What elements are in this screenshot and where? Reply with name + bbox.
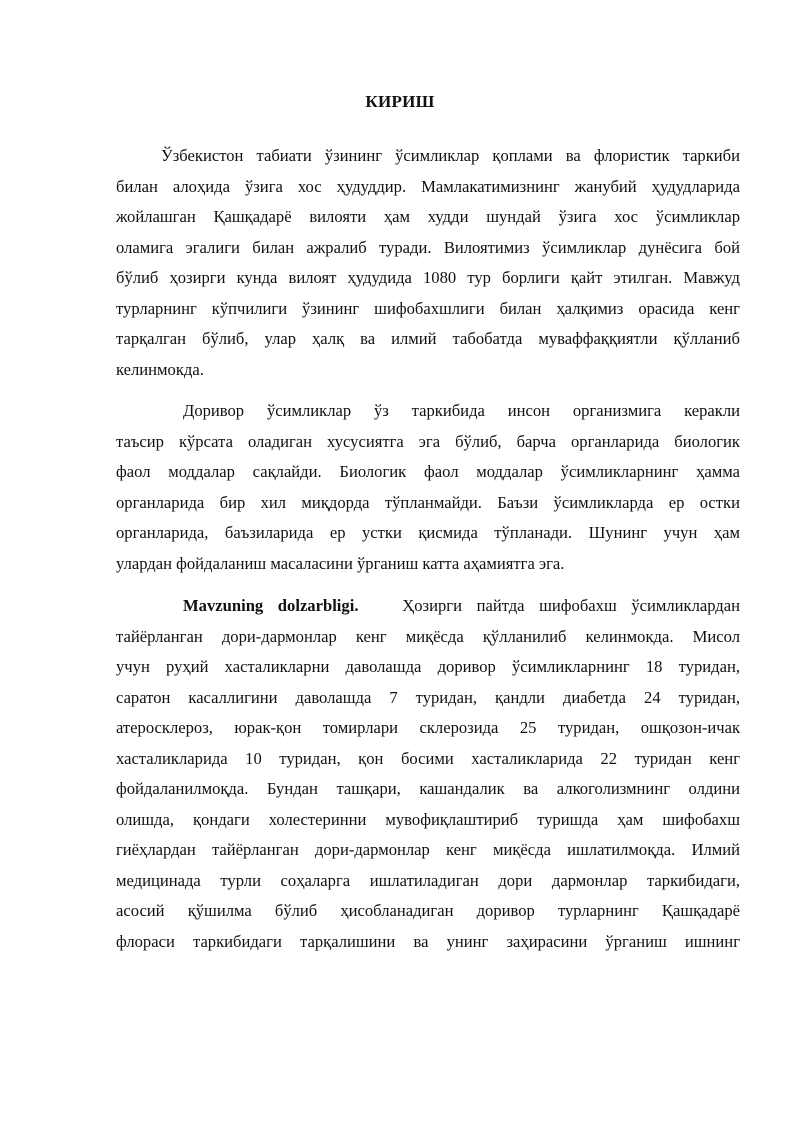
relevance-heading: Mavzuning dolzarbligi. (183, 596, 359, 615)
text-line: фаол моддалар сақлайди. Биологик фаол моддалар ўсимликларнинг ҳамма (116, 462, 740, 481)
text-line (116, 591, 740, 622)
paragraph-relevance (116, 591, 740, 957)
paragraph-intro (116, 141, 740, 385)
text-line: органларида бир хил миқдорда тўпланмайди. Баъзи ўсимликларда ер остки (116, 492, 740, 512)
text-line: гиёҳлардан тайёрланган дори-дармонлар кенг миқёсда ишлатилмоқда. Илмий (116, 840, 740, 859)
text-line: учун руҳий хасталикларни даволашда доривор ўсимликларнинг 18 туридан, (116, 657, 740, 676)
text-line: флораси таркибидаги тарқалишини ва унинг заҳирасини ўрганиш ишнинг (116, 931, 740, 951)
text-line: фойдаланилмоқда. Бундан ташқари, кашандалик ва алкоголизмнинг олдини (116, 779, 740, 798)
paragraph-medicinal-plants (116, 396, 740, 579)
text-line: медицинада турли соҳаларга ишлатиладиган дори дармонлар таркибидаги, (116, 870, 740, 890)
text-line: атеросклероз, юрак-қон томирлари склерозида 25 туридан, ошқозон-ичак (116, 718, 740, 737)
text-line: Ўзбекистон табиати ўзининг ўсимликлар қоплами ва флористик таркиби (161, 146, 740, 165)
text-line: органларида, баъзиларида ер устки қисмида тўпланади. Шунинг учун ҳам (116, 523, 740, 542)
text-line: улардан фойдаланиш масаласини ўрганиш катта аҳамиятга эга. (116, 553, 565, 573)
text-line: олишда, қондаги холестеринни мувофиқлаштириб туришда ҳам шифобахш (116, 809, 740, 829)
text-line: хасталикларида 10 туридан, қон босими хасталикларида 22 туридан кенг (116, 748, 740, 768)
text-line: тайёрланган дори-дармонлар кенг миқёсда қўлланилиб келинмокда. Мисол (116, 626, 740, 646)
text-line: келинмокда. (116, 359, 204, 379)
text-line: жойлашган Қашқадарё вилояти ҳам худди шундай ўзига хос ўсимликлар (116, 207, 740, 226)
relevance-lead-text: Ҳозирги пайтда шифобахш ўсимликлардан (402, 596, 740, 615)
text-line: турларнинг кўпчилиги ўзининг шифобахшлиги билан ҳалқимиз орасида кенг (116, 298, 740, 318)
text-line: билан алоҳида ўзига хос ҳудуддир. Мамлакатимизнинг жанубий ҳудудларида (116, 176, 740, 196)
text-line: саратон касаллигини даволашда 7 туридан, қандли диабетда 24 туридан, (116, 687, 740, 707)
page-title: КИРИШ (365, 92, 435, 111)
text-line: тарқалган бўлиб, улар ҳалқ ва илмий табобатда муваффаққиятли қўлланиб (116, 329, 740, 348)
text-line: бўлиб ҳозирги кунда вилоят ҳудудида 1080 тур борлиги қайт этилган. Мавжуд (116, 268, 740, 287)
text-line: Доривор ўсимликлар ўз таркибида инсон организмига керакли (183, 401, 740, 420)
text-line: асосий қўшилма бўлиб ҳисобланадиган доривор турларнинг Қашқадарё (116, 901, 740, 920)
text-line: оламига эгалиги билан ажралиб туради. Вилоятимиз ўсимликлар дунёсига бой (116, 237, 740, 257)
text-line: таъсир кўрсата оладиган хусусиятга эга бўлиб, барча органларида биологик (116, 431, 740, 451)
